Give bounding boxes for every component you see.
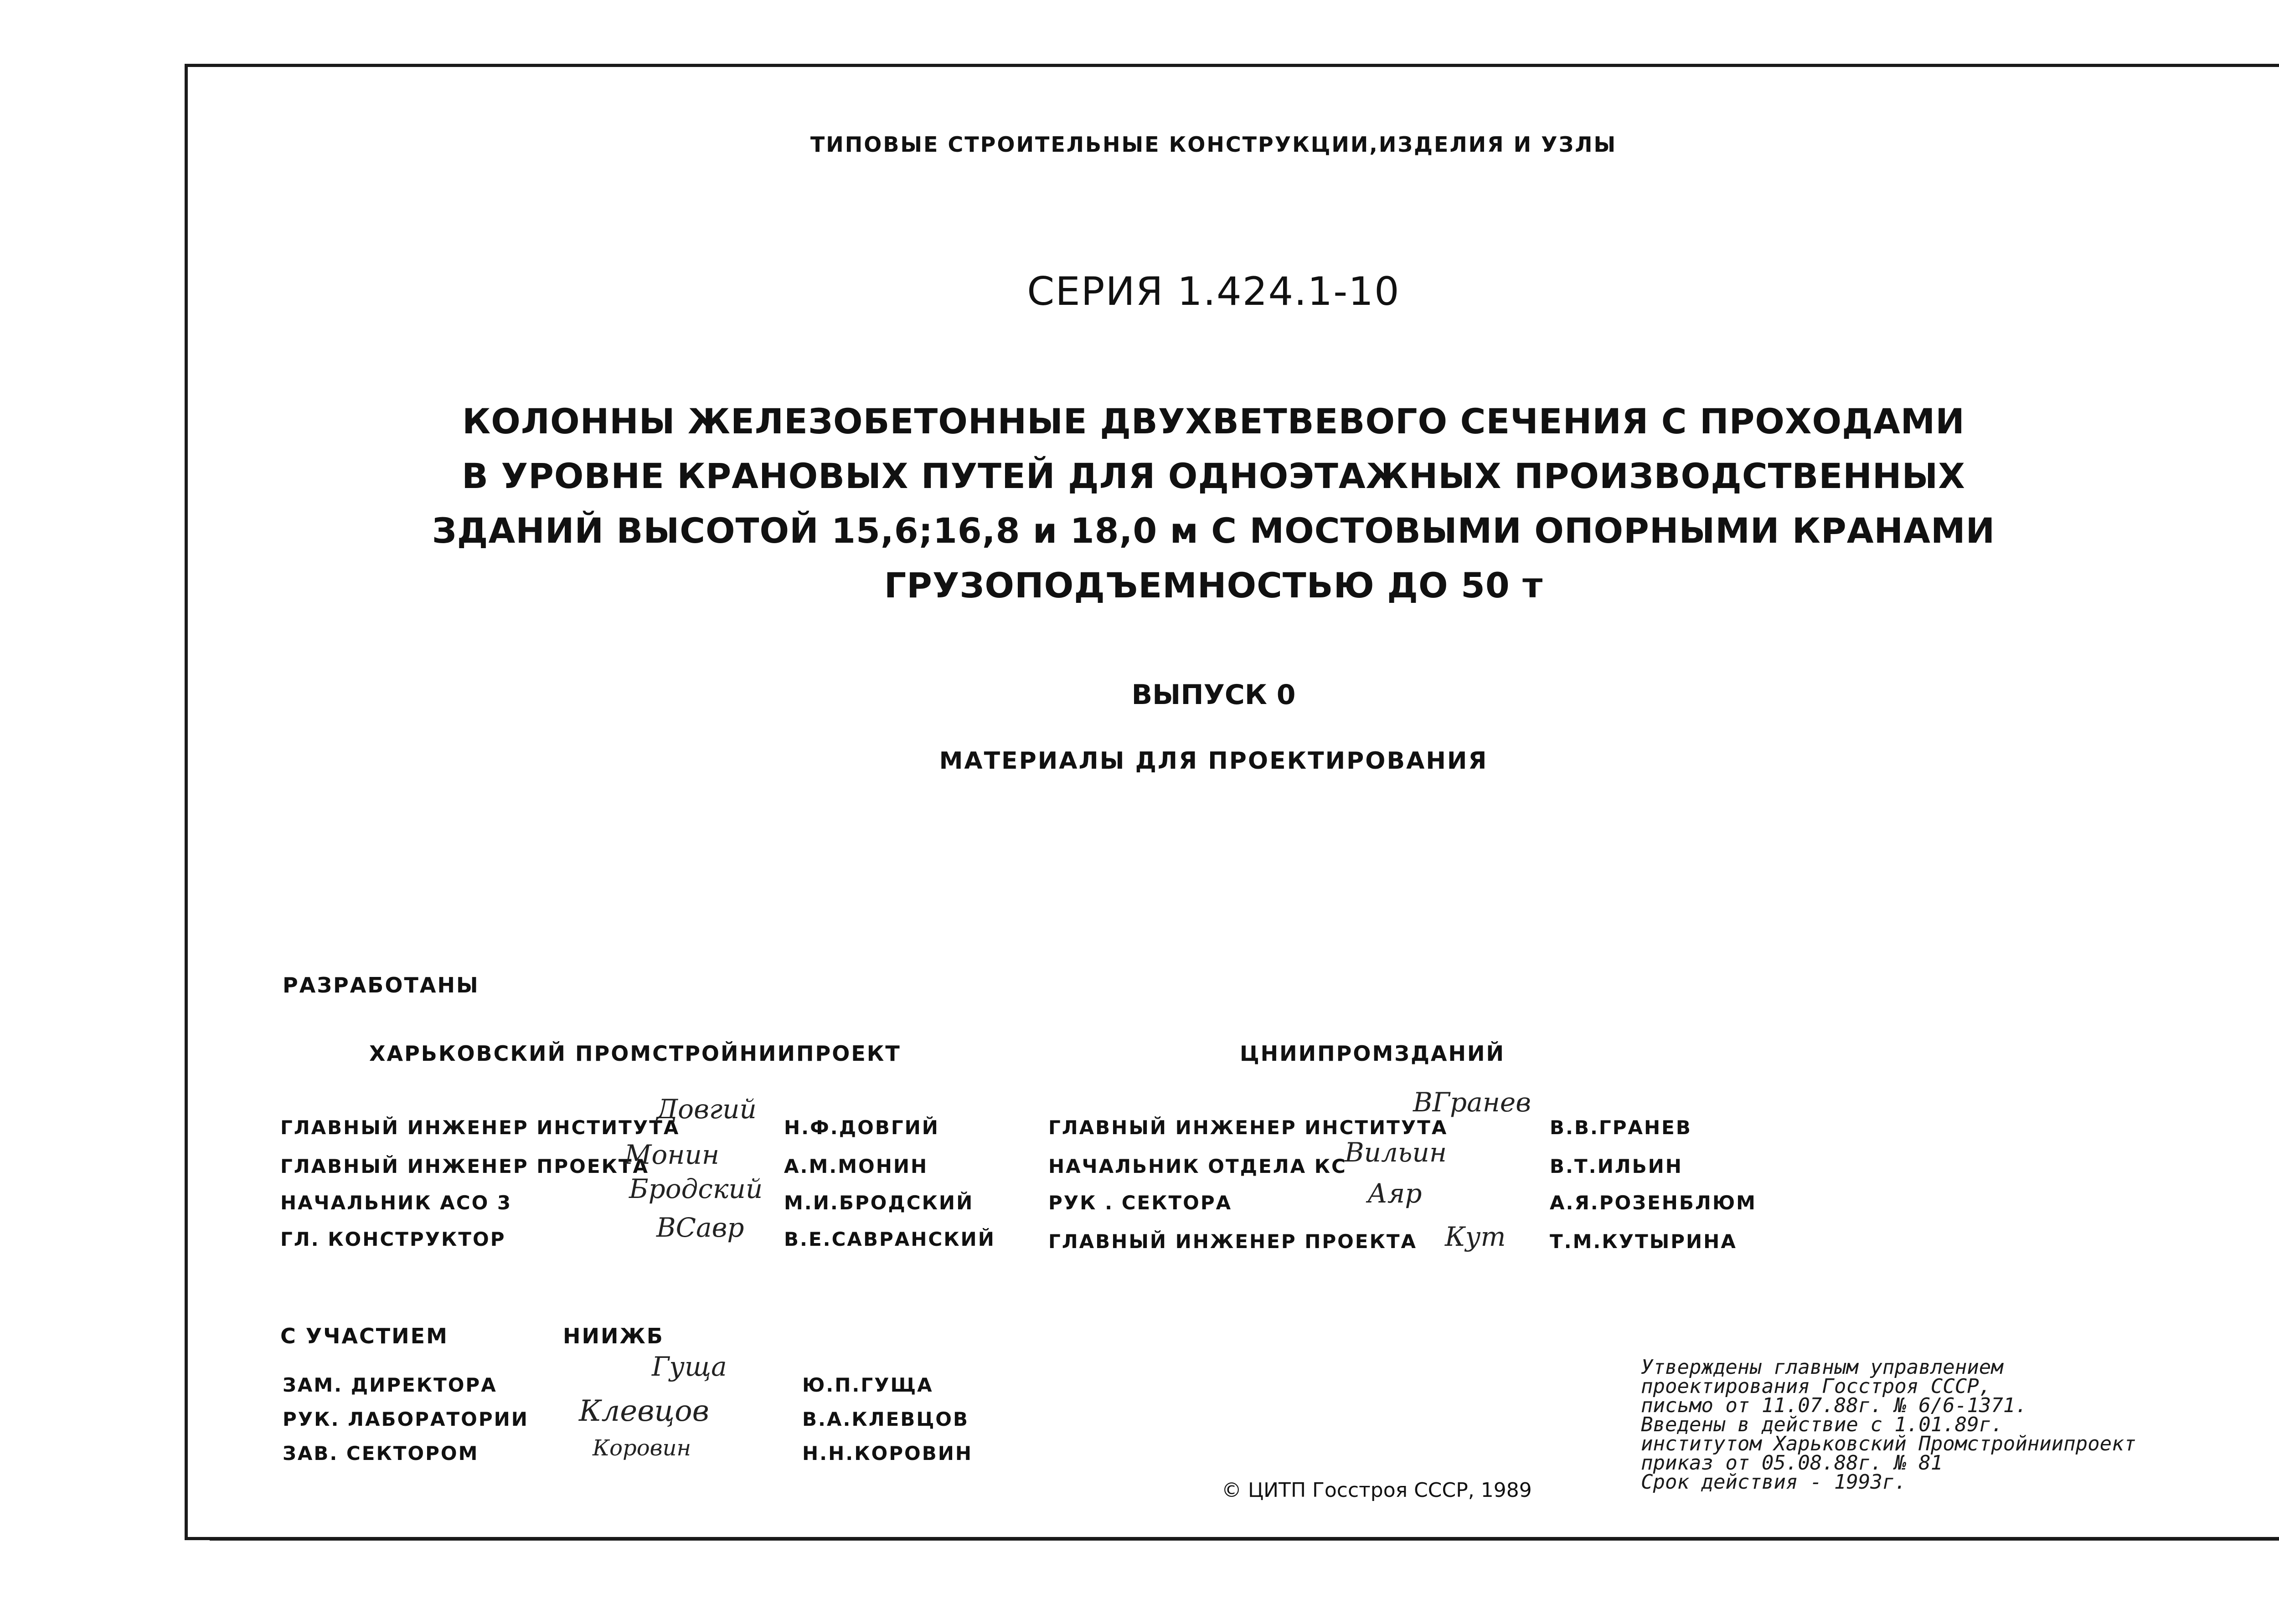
participation-position-1: ЗАМ. ДИРЕКТОРА <box>283 1374 497 1396</box>
left-signature-2: Монин <box>624 1139 720 1170</box>
bottom-rule <box>210 1538 2279 1541</box>
title-line-2: В УРОВНЕ КРАНОВЫХ ПУТЕЙ ДЛЯ ОДНОЭТАЖНЫХ ПРОИЗВОДСТВЕННЫХ <box>462 456 1965 496</box>
right-signature-4: Кут <box>1445 1221 1506 1252</box>
approval-note <box>1641 1358 2279 1492</box>
right-position-4: ГЛАВНЫЙ ИНЖЕНЕР ПРОЕКТА <box>1048 1230 1418 1253</box>
participation-signature-1: Гуща <box>652 1351 727 1382</box>
participation-name-2: В.А.КЛЕВЦОВ <box>802 1408 969 1430</box>
copyright-notice: © ЦИТП Госстроя СССР, 1989 <box>1222 1479 1532 1502</box>
left-name-1: Н.Ф.ДОВГИЙ <box>784 1116 939 1139</box>
right-org-name: ЦНИИПРОМЗДАНИЙ <box>1240 1041 1506 1066</box>
right-position-2: НАЧАЛЬНИК ОТДЕЛА КС <box>1048 1155 1347 1177</box>
left-signature-4: ВСавр <box>656 1212 744 1243</box>
series-number: СЕРИЯ 1.424.1-10 <box>1027 269 1400 314</box>
approval-line-1: Утверждены главным управлением <box>1641 1356 2003 1379</box>
right-signature-1: ВГранев <box>1413 1087 1531 1118</box>
participation-heading: С УЧАСТИЕМ <box>280 1324 449 1348</box>
left-org-name: ХАРЬКОВСКИЙ ПРОМСТРОЙНИИПРОЕКТ <box>369 1041 901 1066</box>
left-position-3: НАЧАЛЬНИК АСО 3 <box>280 1192 512 1214</box>
approval-line-2: проектирования Госстроя СССР, <box>1641 1375 1991 1398</box>
approval-line-4: Введены в действие с 1.01.89г. <box>1641 1413 2003 1436</box>
right-name-1: В.В.ГРАНЕВ <box>1550 1116 1692 1139</box>
right-name-4: Т.М.КУТЫРИНА <box>1550 1230 1737 1253</box>
title-line-1: КОЛОННЫ ЖЕЛЕЗОБЕТОННЫЕ ДВУХВЕТВЕВОГО СЕЧЕНИЯ С ПРОХОДАМИ <box>462 401 1965 442</box>
participation-position-3: ЗАВ. СЕКТОРОМ <box>283 1442 479 1465</box>
participation-position-2: РУК. ЛАБОРАТОРИИ <box>283 1408 529 1430</box>
left-name-3: М.И.БРОДСКИЙ <box>784 1192 974 1214</box>
title-line-3: ЗДАНИЙ ВЫСОТОЙ 15,6;16,8 и 18,0 м С МОСТОВЫМИ ОПОРНЫМИ КРАНАМИ <box>432 510 1995 551</box>
participation-name-3: Н.Н.КОРОВИН <box>802 1442 973 1465</box>
left-position-2: ГЛАВНЫЙ ИНЖЕНЕР ПРОЕКТА <box>280 1155 650 1177</box>
approval-line-5: институтом Харьковский Промстройниипроект <box>1641 1432 2136 1455</box>
left-position-4: ГЛ. КОНСТРУКТОР <box>280 1228 506 1250</box>
left-name-2: А.М.МОНИН <box>784 1155 928 1177</box>
left-signature-3: Бродский <box>629 1173 763 1204</box>
approval-line-3: письмо от 11.07.88г. № 6/6-1371. <box>1641 1394 2027 1417</box>
left-position-1: ГЛАВНЫЙ ИНЖЕНЕР ИНСТИТУТА <box>280 1116 680 1139</box>
issue-number: ВЫПУСК 0 <box>1131 679 1296 711</box>
approval-line-7: Срок действия - 1993г. <box>1641 1470 1907 1494</box>
approval-line-6: приказ от 05.08.88г. № 81 <box>1641 1451 1943 1475</box>
subject-line: ТИПОВЫЕ СТРОИТЕЛЬНЫЕ КОНСТРУКЦИИ,ИЗДЕЛИЯ И УЗЛЫ <box>810 132 1617 157</box>
right-signature-3: Аяр <box>1367 1178 1422 1209</box>
participation-org: НИИЖБ <box>563 1324 664 1348</box>
participation-signature-3: Коровин <box>593 1435 691 1461</box>
right-position-1: ГЛАВНЫЙ ИНЖЕНЕР ИНСТИТУТА <box>1048 1116 1448 1139</box>
participation-signature-2: Клевцов <box>579 1394 709 1428</box>
left-signature-1: Довгий <box>656 1094 757 1125</box>
right-position-3: РУК . СЕКТОРА <box>1048 1192 1232 1214</box>
right-signature-2: Вильин <box>1345 1137 1447 1168</box>
left-name-4: В.Е.САВРАНСКИЙ <box>784 1228 995 1250</box>
title-line-4: ГРУЗОПОДЪЕМНОСТЬЮ ДО 50 т <box>884 565 1543 606</box>
developed-heading: РАЗРАБОТАНЫ <box>283 973 480 997</box>
right-name-2: В.Т.ИЛЬИН <box>1550 1155 1683 1177</box>
right-name-3: А.Я.РОЗЕНБЛЮМ <box>1550 1192 1757 1214</box>
participation-name-1: Ю.П.ГУЩА <box>802 1374 933 1396</box>
document-purpose: МАТЕРИАЛЫ ДЛЯ ПРОЕКТИРОВАНИЯ <box>939 747 1488 775</box>
